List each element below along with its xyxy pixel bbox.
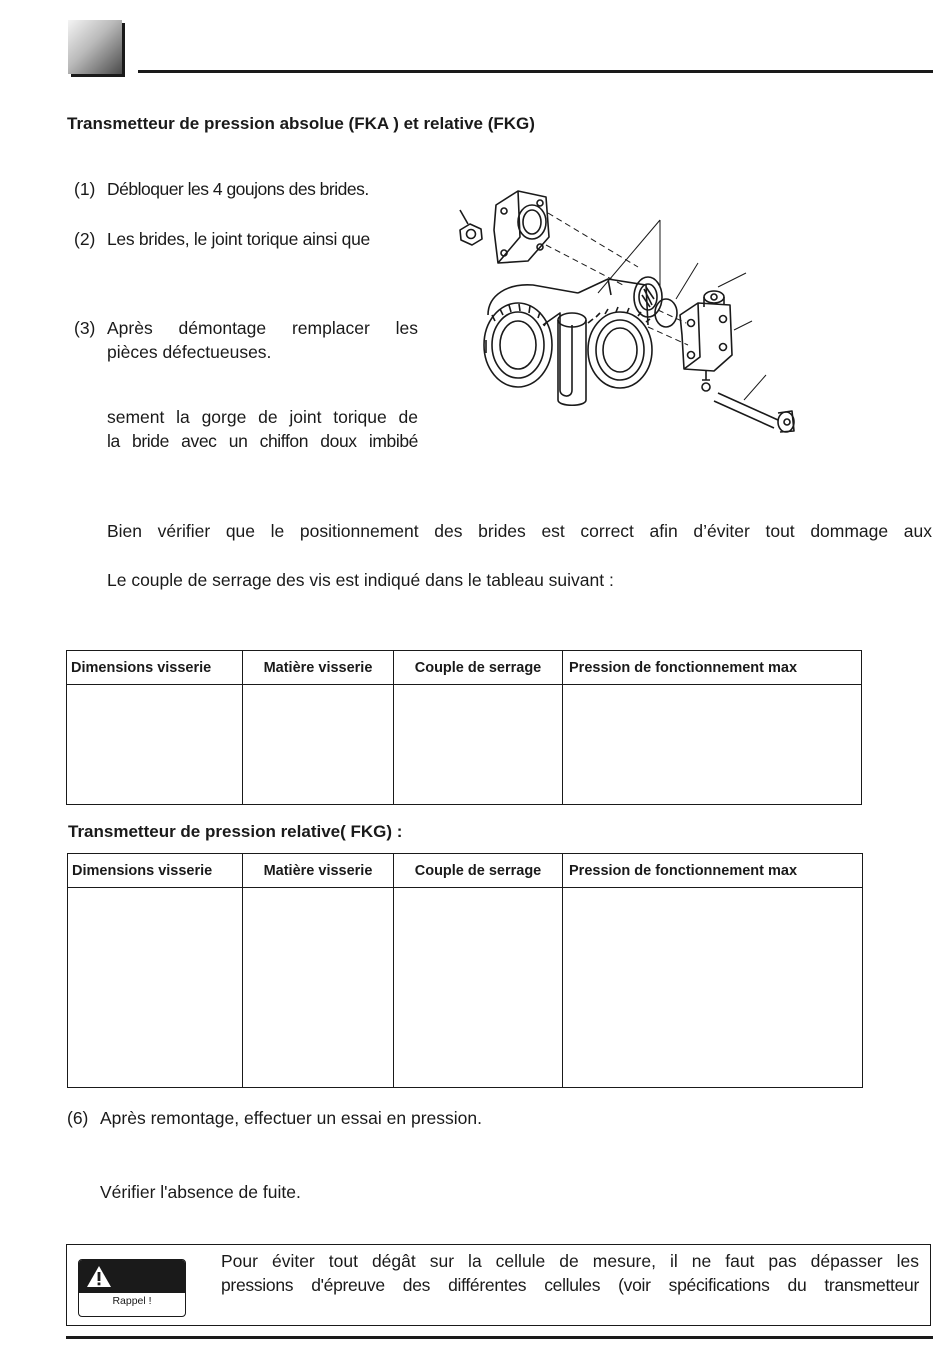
bolt-part: [714, 393, 794, 432]
warning-badge-band: [79, 1260, 185, 1293]
step-6-number: (6): [67, 1108, 89, 1128]
right-flange-part: [680, 291, 732, 391]
table-header: Pression de fonctionnement max: [563, 651, 862, 685]
table-header: Matière visserie: [243, 854, 394, 888]
flange-positioning-text: Bien vérifier que le positionnement des brides est correct afin d’éviter tout dommage aux: [107, 521, 932, 541]
table-cell: [67, 685, 243, 805]
table-header: Couple de serrage: [394, 854, 563, 888]
table-cell: [68, 888, 243, 1088]
section-heading: Transmetteur de pression absolue (FKA ) et relative (FKG): [67, 114, 535, 133]
warning-line-2: pressions d'épreuve des différentes cellules (voir spécifications du transmetteur: [221, 1275, 919, 1295]
step-1-text: Débloquer les 4 goujons des brides.: [107, 179, 369, 199]
warning-triangle-icon: [86, 1265, 112, 1289]
table-cell: [243, 685, 394, 805]
table-cell: [394, 685, 563, 805]
table-header: Couple de serrage: [394, 651, 563, 685]
table-cell: [563, 685, 862, 805]
footer-rule: [66, 1336, 933, 1339]
step-3-line-1: Après démontage remplacer les: [107, 318, 418, 338]
table-header: Matière visserie: [243, 651, 394, 685]
exploded-view-drawing: [448, 175, 808, 445]
leak-check-text: Vérifier l'absence de fuite.: [100, 1182, 301, 1202]
header-rule: [138, 70, 933, 73]
cleaning-text: [107, 405, 418, 453]
table-header: Dimensions visserie: [68, 854, 243, 888]
table-cell: [563, 888, 863, 1088]
cleaning-line-1: sement la gorge de joint torique de: [107, 407, 418, 427]
warning-line-1: Pour éviter tout dégât sur la cellule de mesure, il ne faut pas dépasser les: [221, 1251, 919, 1271]
table-header: Pression de fonctionnement max: [563, 854, 863, 888]
cleaning-line-2: la bride avec un chiffon doux imbibé: [107, 431, 418, 451]
warning-badge: [78, 1259, 186, 1317]
step-6-text: Après remontage, effectuer un essai en pression.: [100, 1108, 482, 1128]
step-3-number: (3): [74, 318, 96, 338]
table-header: Dimensions visserie: [67, 651, 243, 685]
transmitter-body-part: [484, 277, 662, 405]
table-cell: [243, 888, 394, 1088]
warning-text: [221, 1249, 919, 1297]
left-flange-part: [494, 191, 549, 263]
header-corner-square: [68, 20, 122, 74]
step-3-line-2: pièces défectueuses.: [107, 342, 272, 362]
warning-label: Rappel !: [112, 1295, 152, 1307]
fkg-heading: Transmetteur de pression relative( FKG) :: [68, 822, 403, 841]
table-cell: [394, 888, 563, 1088]
torque-table-fka: [66, 650, 862, 805]
o-ring-part: [655, 299, 677, 327]
step-1-number: (1): [74, 179, 96, 199]
torque-table-fkg: [67, 853, 863, 1088]
step-2-text: Les brides, le joint torique ainsi que: [107, 229, 370, 249]
torque-intro-text: Le couple de serrage des vis est indiqué dans le tableau suivant :: [107, 570, 614, 590]
step-2-number: (2): [74, 229, 96, 249]
nut-part: [460, 210, 482, 245]
